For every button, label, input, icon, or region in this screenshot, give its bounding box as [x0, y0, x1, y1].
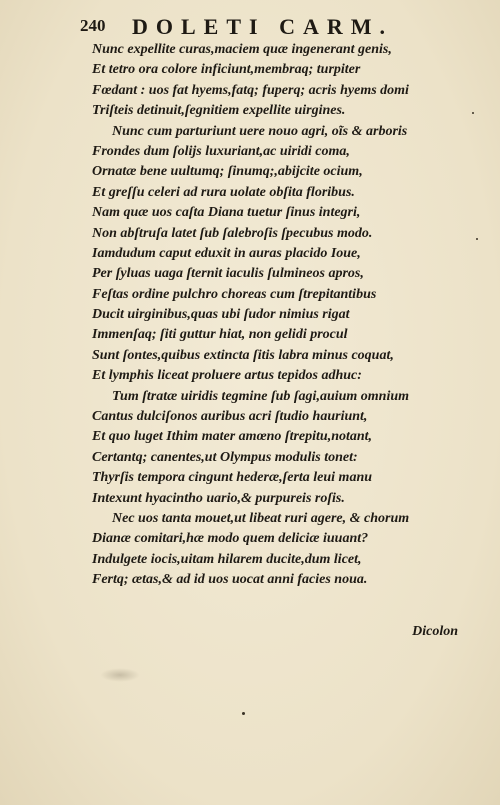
- ink-speck: [472, 112, 474, 114]
- running-title: DOLETI CARM.: [132, 14, 394, 39]
- page-number: 240: [80, 16, 106, 35]
- verse-line: Nec uos tanta mouet,ut libeat ruri agere, & chorum: [112, 510, 410, 526]
- verse-line: Triſteis detinuit,ſegnitiem expellite uirgines.: [92, 103, 346, 119]
- verse-line: Fertq; ætas,& ad id uos uocat anni facies noua.: [92, 572, 368, 588]
- verse-line: Indulgete iocis,uitam hilarem ducite,dum licet,: [92, 551, 362, 567]
- ink-speck: [476, 238, 478, 240]
- verse-line: Non abſtruſa latet ſub ſalebroſis ſpecubus modo.: [92, 225, 373, 241]
- verse-line: Et tetro ora colore inficiunt,membraq; turpiter: [92, 62, 361, 78]
- verse-line: Et quo luget Ithim mater amœno ſtrepitu,notant,: [92, 429, 373, 445]
- catchword: Dicolon: [412, 624, 458, 639]
- verse-line: Immenſaq; ſiti guttur hiat, non gelidi procul: [92, 327, 348, 343]
- verse-line: Thyrſis tempora cingunt hederæ,ſerta leui manu: [92, 470, 373, 486]
- verse-line: Ornatæ bene uultumq; ſinumq;,abijcite ocium,: [92, 164, 363, 180]
- ink-speck: [242, 712, 245, 715]
- verse-line: Sunt ſontes,quibus extincta ſitis labra minus coquat,: [92, 347, 394, 363]
- verse-line: Et lymphis liceat proluere artus tepidos adhuc:: [92, 368, 362, 384]
- verse-block: [92, 40, 472, 591]
- verse-line: Certantq; canentes,ut Olympus modulis tonet:: [92, 449, 358, 465]
- verse-line: Nunc expellite curas,maciem quæ ingenerant genis,: [92, 42, 392, 57]
- verse-line: Fœdant : uos fat hyems,fatq; fuperq; acris hyems domi: [92, 82, 409, 98]
- verse-line: Iamdudum caput eduxit in auras placido Ioue,: [92, 245, 361, 261]
- verse-line: Cantus dulciſonos auribus acri ſtudio hauriunt,: [92, 409, 368, 425]
- verse-line: Tum ſtratæ uiridis tegmine ſub ſagi,auium omnium: [112, 388, 410, 404]
- verse-line: Nam quæ uos caſta Diana tuetur ſinus integri,: [92, 205, 361, 221]
- verse-line: Frondes dum ſolijs luxuriant,ac uiridi coma,: [92, 143, 350, 159]
- verse-line: Ducit uirginibus,quas ubi ſudor nimius rigat: [92, 307, 350, 323]
- verse-line: Intexunt hyacintho uario,& purpureis roſis.: [92, 490, 345, 506]
- verse-line: Per ſyluas uaga ſternit iaculis ſulmineos apros,: [92, 266, 364, 282]
- verse-line: Nunc cum parturiunt uere nouo agri, oĩs & arboris: [112, 123, 408, 139]
- verse-line: Dianæ comitari,hæ modo quem deliciæ iuuant?: [92, 531, 369, 547]
- running-head: [80, 12, 440, 40]
- verse-line: Et greſſu celeri ad rura uolate obſita floribus.: [92, 184, 355, 200]
- ink-smudge: [100, 668, 140, 682]
- verse-line: Feſtas ordine pulchro choreas cum ſtrepitantibus: [92, 286, 377, 302]
